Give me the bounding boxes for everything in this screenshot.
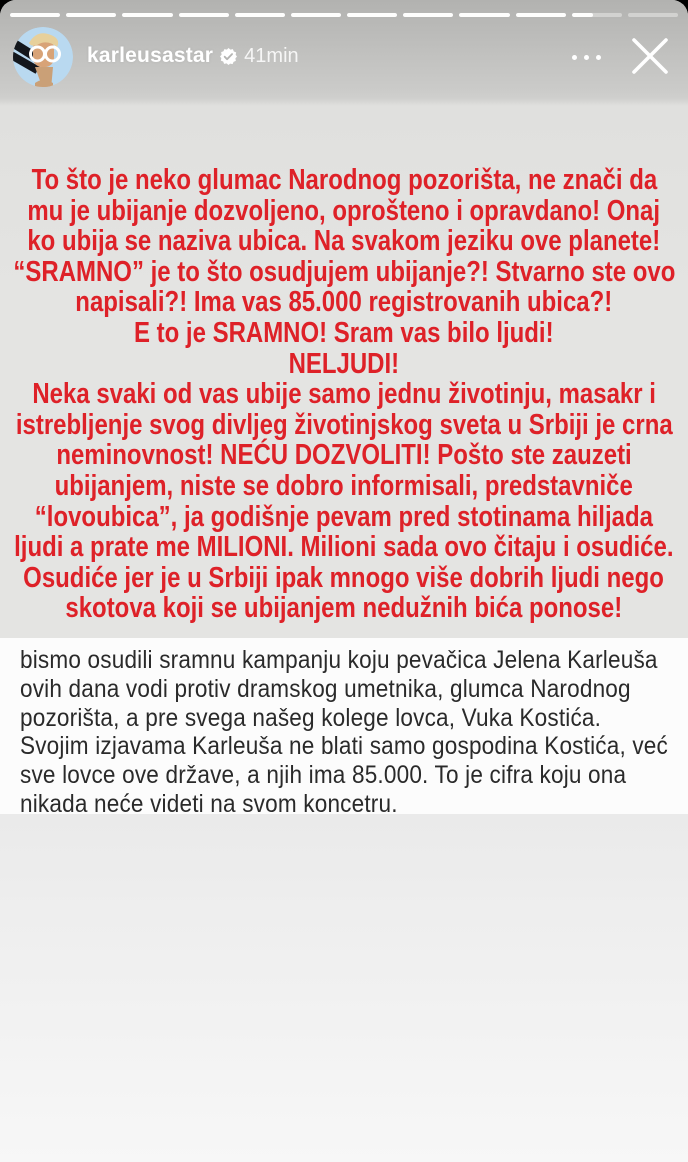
text-line: NELJUDI! (288, 347, 400, 380)
text-line: napisali?! Ima vas 85.000 registrovanih ubica?! (75, 286, 613, 319)
progress-segment (66, 13, 116, 17)
close-button[interactable] (628, 34, 672, 78)
progress-segment (459, 13, 509, 17)
progress-segment (403, 13, 453, 17)
progress-segment (122, 13, 172, 17)
progress-segment (291, 13, 341, 17)
story-background-bottom (0, 814, 688, 1162)
story-progress-bar (10, 13, 678, 17)
progress-segment (628, 13, 678, 17)
more-options-button[interactable] (566, 48, 606, 66)
more-options-icon (572, 55, 577, 60)
quoted-statement-text (0, 638, 688, 819)
story-header (0, 24, 688, 90)
text-line: istrebljenje svog divljeg životinjskog sveta u Srbiji je crna (15, 408, 673, 441)
text-line: nikada neće videti na svom koncetru. (20, 789, 398, 818)
progress-segment (347, 13, 397, 17)
progress-segment (516, 13, 566, 17)
text-line: bismo osudili sramnu kampanju koju pevačica Jelena Karleuša (20, 646, 658, 674)
text-line: “lovoubica”, ja godišnje pevam pred stotinama hiljada (34, 500, 654, 533)
progress-segment (10, 13, 60, 17)
text-line: sve lovce ove države, a njih ima 85.000. To je cifra koju ona (20, 761, 627, 790)
text-line: pozorišta, a pre svega našeg kolege lovca, Vuka Kostića. (20, 703, 602, 732)
text-line: E to je SRAMNO! Sram vas bilo ljudi! (134, 316, 554, 349)
text-line: Svojim izjavama Karleuša ne blati samo gospodina Kostića, već (20, 732, 668, 761)
story-timestamp: 41min (244, 44, 299, 67)
close-icon (630, 36, 670, 76)
text-line: ubijanjem, niste se dobro informisali, predstavniče (54, 469, 634, 502)
progress-segment (235, 13, 285, 17)
quoted-statement-block (0, 638, 688, 818)
text-line: Neka svaki od vas ubije samo jednu životinju, masakr i (32, 378, 656, 411)
avatar[interactable] (13, 27, 73, 87)
progress-segment (572, 13, 622, 17)
username[interactable]: karleusastar (87, 44, 214, 67)
progress-segment (179, 13, 229, 17)
text-line: To što je neko glumac Narodnog pozorišta, ne znači da (31, 164, 657, 196)
text-line: ko ubija se naziva ubica. Na svakom jeziku ove planete! (27, 225, 661, 258)
avatar-image (13, 27, 73, 87)
text-line: skotova koji se ubijanjem nedužnih bića ponose! (65, 592, 623, 625)
text-line: ljudi a prate me MILIONI. Milioni sada ovo čitaju i osudiće. (14, 531, 674, 564)
text-line: “SRAMNO” je to što osudjujem ubijanje?! Stvarno ste ovo (13, 255, 675, 288)
text-line: neminovnost! NEĆU DOZVOLITI! Pošto ste zauzeti (56, 439, 632, 472)
text-line: ovih dana vodi protiv dramskog umetnika, glumca Narodnog (20, 674, 631, 703)
text-line: Osudiće jer je u Srbiji ipak mnogo više dobrih ljudi nego (23, 561, 665, 594)
verified-badge-icon (220, 48, 237, 65)
story-red-text (14, 165, 674, 624)
text-line: mu je ubijanje dozvoljeno, oprošteno i opravdano! Onaj (27, 194, 661, 227)
